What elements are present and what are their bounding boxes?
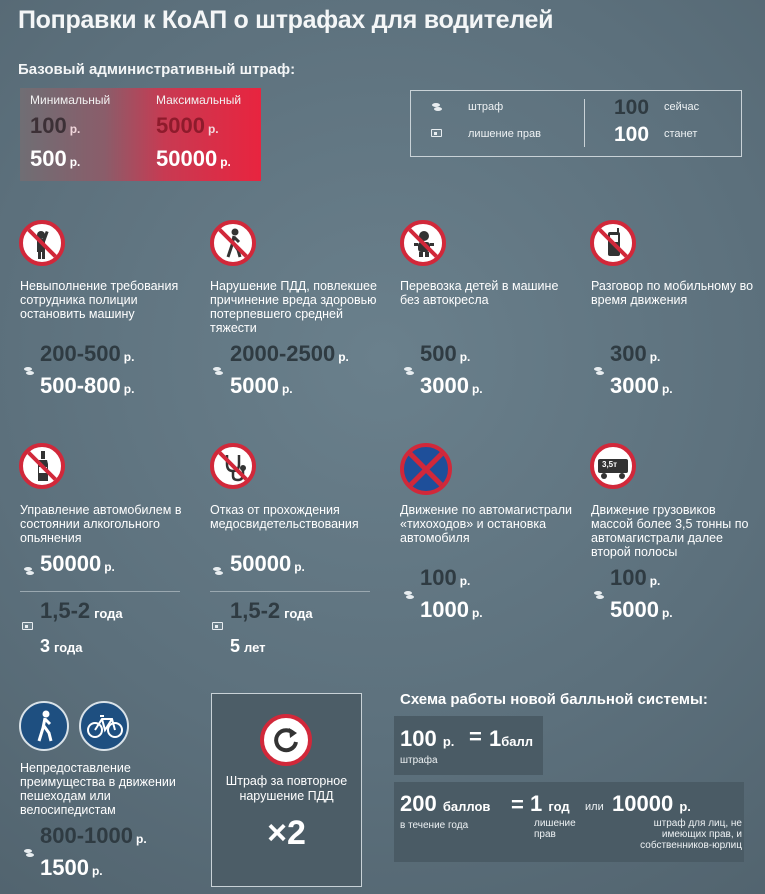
points-rule-2: [394, 782, 744, 862]
legend-now-label: сейчас: [664, 101, 700, 113]
coins-icon: [23, 366, 35, 376]
fine-new: 1500 р.: [40, 855, 103, 880]
police-officer-icon: [19, 220, 65, 266]
violation-text: Движение грузовиков массой более 3,5 тонны по автомагистрали далее второй полосы: [591, 503, 749, 559]
fine-old: 800-1000 р.: [40, 823, 147, 848]
base-fine-panel: [20, 88, 261, 181]
repeat-violation-box: [211, 693, 362, 887]
divider: [20, 591, 180, 592]
fine-old: 200-500 р.: [40, 341, 135, 366]
fine-old: 100 р.: [420, 565, 471, 590]
divider: [210, 591, 370, 592]
child-icon: [400, 220, 446, 266]
no-stopping-icon: [400, 443, 452, 495]
max-new-value: 50000 р.: [156, 146, 231, 171]
fine-old: 2000-2500 р.: [230, 341, 349, 366]
deprivation-new: 5 лет: [230, 636, 266, 656]
fine-new: 500-800 р.: [40, 373, 135, 398]
fine-new: 3000 р.: [420, 373, 483, 398]
points-threshold-sub: в течение года: [400, 820, 469, 831]
page-title: Поправки к КоАП о штрафах для водителей: [18, 6, 554, 34]
points-threshold: 200 баллов: [400, 791, 491, 816]
violation-text: Движение по автомагистрали «тихоходов» и остановка автомобиля: [400, 503, 573, 545]
violation-text: Перевозка детей в машине без автокресла: [400, 279, 559, 307]
coins-icon: [23, 566, 35, 576]
truck-icon: [590, 443, 636, 489]
max-label: Максимальный: [156, 93, 242, 107]
legend-will-value: 100: [614, 123, 650, 146]
max-old-value: 5000 р.: [156, 113, 219, 138]
truck-label: 3,5т: [602, 460, 618, 469]
points-fine-value: 100 р.: [400, 726, 455, 751]
coins-icon: [593, 366, 605, 376]
deprivation-term: 1 год: [530, 791, 570, 816]
pedestrian-icon: [19, 701, 69, 751]
license-card-icon: [431, 129, 442, 137]
fine-new: 1000 р.: [420, 597, 483, 622]
deprivation-new: 3 года: [40, 636, 83, 656]
repeat-text: Штраф за повторное нарушение ПДД: [225, 774, 348, 803]
fine-old: 500 р.: [420, 341, 471, 366]
violation-text: Нарушение ПДД, повлекшее причинение вреда здоровью потерпевшего средней тяжести: [210, 279, 377, 335]
legend-deprivation: лишение прав: [468, 128, 541, 140]
legend-now-value: 100: [614, 96, 650, 119]
min-old-value: 100 р.: [30, 113, 81, 138]
min-label: Минимальный: [30, 93, 111, 107]
license-card-icon: [212, 622, 223, 630]
legend-will-label: станет: [664, 128, 698, 140]
violation-text: Непредоставление преимущества в движении пешеходам или велосипедистам: [20, 761, 176, 817]
or-label: или: [585, 801, 604, 813]
pedestrian-icon: [210, 220, 256, 266]
coins-icon: [212, 366, 224, 376]
repeat-multiplier: ×2: [267, 814, 306, 852]
deprivation-term-sub: лишение прав: [534, 818, 576, 840]
bottle-icon: [19, 443, 65, 489]
equals-sign: =: [469, 724, 482, 749]
fine-new: 5000 р.: [230, 373, 293, 398]
points-fine-sub: штрафа: [400, 755, 438, 766]
legend-divider: [584, 99, 585, 147]
deprivation-old: 1,5-2 года: [230, 598, 313, 623]
bicycle-icon: [79, 701, 129, 751]
fine-old: 100 р.: [610, 565, 661, 590]
deprivation-old: 1,5-2 года: [40, 598, 123, 623]
repeat-icon: [260, 714, 312, 766]
points-value: 1балл: [489, 726, 534, 751]
equals-sign: =: [511, 792, 524, 817]
alt-fine-sub: штраф для лиц, не имеющих прав, и собственников-юрлиц: [640, 818, 742, 851]
violation-text: Отказ от прохождения медосвидетельствования: [210, 503, 359, 531]
fine-new: 3000 р.: [610, 373, 673, 398]
fine-new: 5000 р.: [610, 597, 673, 622]
alt-fine: 10000 р.: [612, 791, 691, 816]
points-title: Схема работы новой балльной системы:: [400, 691, 708, 708]
coins-icon: [212, 566, 224, 576]
mobile-phone-icon: [590, 220, 636, 266]
violation-text: Разговор по мобильному во время движения: [591, 279, 754, 307]
coins-icon: [431, 102, 443, 112]
violation-text: Управление автомобилем в состоянии алкогольного опьянения: [20, 503, 182, 545]
violation-text: Невыполнение требования сотрудника полиции остановить машину: [20, 279, 179, 321]
base-fine-subtitle: Базовый административный штраф:: [18, 61, 296, 78]
legend: [410, 90, 742, 157]
stethoscope-icon: [210, 443, 256, 489]
coins-icon: [403, 590, 415, 600]
license-card-icon: [22, 622, 33, 630]
fine-value: 50000 р.: [40, 551, 115, 576]
points-rule-1: [394, 716, 543, 775]
legend-fine: штраф: [468, 101, 504, 113]
coins-icon: [23, 848, 35, 858]
min-new-value: 500 р.: [30, 146, 81, 171]
coins-icon: [403, 366, 415, 376]
fine-value: 50000 р.: [230, 551, 305, 576]
fine-old: 300 р.: [610, 341, 661, 366]
coins-icon: [593, 590, 605, 600]
